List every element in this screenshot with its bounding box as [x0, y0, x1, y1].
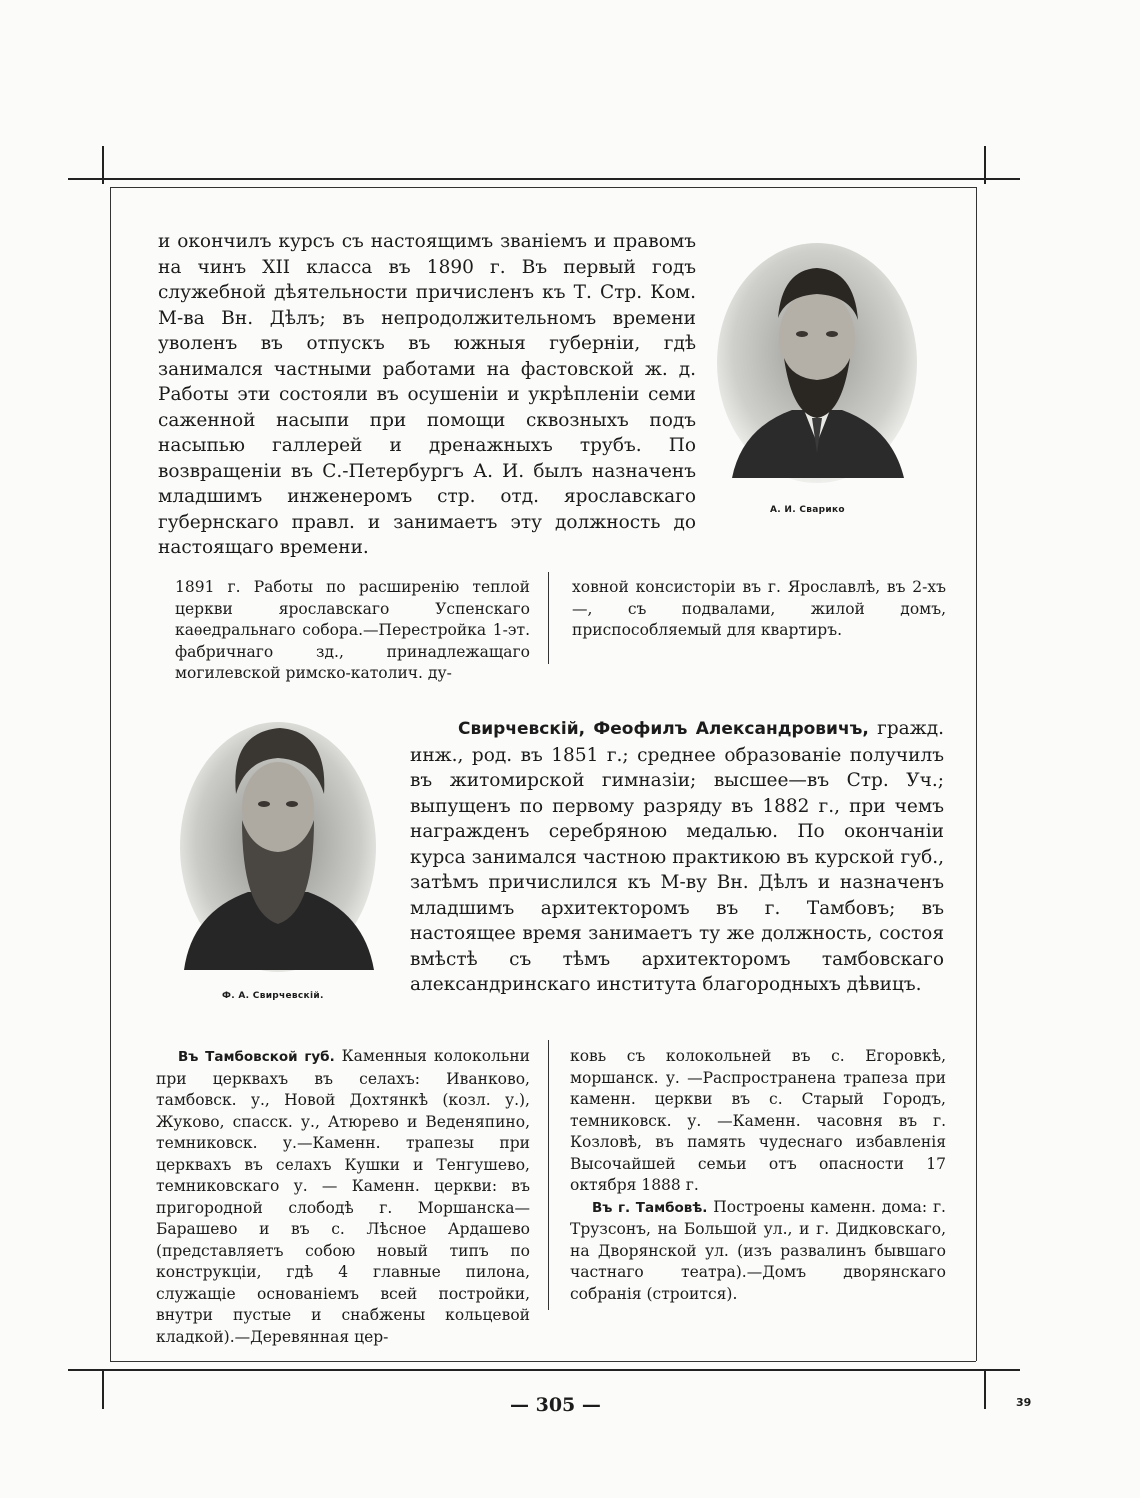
works1-right	[572, 577, 946, 642]
frame-inner-left	[110, 187, 111, 1361]
works1-right-text: ховной консисторіи въ г. Ярославлѣ, въ 2-хъ—, съ подвалами, жилой домъ, приспособляемый для квартиръ.	[572, 578, 946, 639]
portrait-svirchevsky	[178, 712, 378, 974]
bio1-paragraph: и окончилъ курсъ съ настоящимъ званіемъ и правомъ на чинъ XII класса въ 1890 г. Въ первый годъ служебной дѣятельности причисленъ къ Т. Стр. Ком. М-ва Вн. Дѣлъ; въ непродолжительномъ времени уволенъ въ отпускъ въ южныя губерніи, гдѣ занимался частными работами на фастовской ж. д. Работы эти состояли въ осушеніи и укрѣпленіи семи саженной насыпи при помощи сквозныхъ подъ насыпью галлерей и дренажныхъ трубъ. По возвращеніи въ С.-Петербургъ А. И. былъ назначенъ младшимъ инженеромъ стр. отд. ярославскаго губернскаго правл. и занимаетъ эту должность до настоящаго времени.	[158, 231, 696, 558]
works2-left-head: Въ Тамбовской губ.	[178, 1049, 335, 1065]
bio2-paragraph: гражд. инж., род. въ 1851 г.; среднее образованіе получилъ въ житомирской гимназіи; высшее—въ Стр. Уч.; выпущенъ по первому разряду въ 1882 г., при чемъ награжденъ серебряною медалью. По окончаніи курса занимался частною практикою въ курской губ., затѣмъ причислился къ М-ву Вн. Дѣлъ и назначенъ младшимъ архитекторомъ въ г. Тамбовъ; въ настоящее время занимаетъ ту же должность, состоя вмѣстѣ съ тѣмъ архитекторомъ тамбовскаго александринскаго института благородныхъ дѣвицъ.	[410, 718, 944, 995]
bio2-text	[410, 716, 944, 998]
works2-right	[570, 1046, 946, 1305]
portrait-svarico	[712, 238, 922, 488]
works2-right-text-2: Построены каменн. дома: г. Трузсонъ, на Большой ул., и г. Дидковскаго, на Дворянской ул. (изъ развалинъ бывшаго частнаго театра).—Домъ дворянскаго собранія (строится).	[570, 1197, 946, 1303]
side-number: 39	[1016, 1396, 1032, 1409]
frame-top-rule	[68, 178, 1020, 180]
works1-left-text: 1891 г. Работы по расширенію теплой церкви ярославскаго Успенскаго каѳедральнаго собора.—Перестройка 1-эт. фабричнаго зд., принадлежащаго могилевской римско-католич. ду-	[175, 578, 530, 682]
bio2-caption: Ф. А. Свирчевскій.	[222, 991, 324, 1001]
frame-inner-top	[110, 187, 976, 188]
frame-inner-bottom	[110, 1361, 976, 1362]
frame-inner-right	[976, 187, 977, 1361]
works2-divider	[548, 1040, 549, 1310]
bio1-caption: А. И. Сварико	[770, 505, 845, 515]
frame-bottom-left-rule	[102, 1369, 104, 1409]
works2-left	[156, 1046, 530, 1348]
works2-right-head: Въ г. Тамбовѣ.	[592, 1199, 708, 1216]
page-number: — 305 —	[510, 1394, 601, 1416]
works1-divider	[548, 572, 549, 664]
works2-right-text-1: ковь съ колокольней въ с. Егоровкѣ, моршанск. у. —Распространена трапеза при каменн. церкви въ с. Старый Городъ, темниковск. у. —Каменн. часовня въ г. Козловѣ, въ память чудеснаго избавленія Высочайшей семьи отъ опасности 17 октября 1888 г.	[570, 1047, 946, 1194]
works1-left	[175, 577, 530, 685]
works2-left-text: Каменныя колокольни при церквахъ въ селахъ: Иванково, тамбовск. у., Новой Дохтянкѣ (козл. у.), Жуково, спасск. у., Атюрево и Веденяпино, темниковск. у.—Каменн. трапезы при церквахъ въ селахъ Кушки и Тенгушево, темниковскаго у. — Каменн. церкви: въ пригородной слободѣ г. Моршанска—Барашево и въ с. Лѣсное Ардашево (представляетъ собою новый типъ по конструкціи, гдѣ 4 главные пилона, служащіе основаніемъ всей постройки, внутри пустые и снабжены кольцевой кладкой).—Деревянная цер-	[156, 1047, 530, 1346]
bio2-name: Свирчевскій, Феофилъ Александровичъ,	[458, 719, 869, 739]
frame-bottom-right-rule	[984, 1369, 986, 1409]
frame-bottom-rule	[68, 1369, 1020, 1371]
bio1-text	[158, 229, 696, 561]
